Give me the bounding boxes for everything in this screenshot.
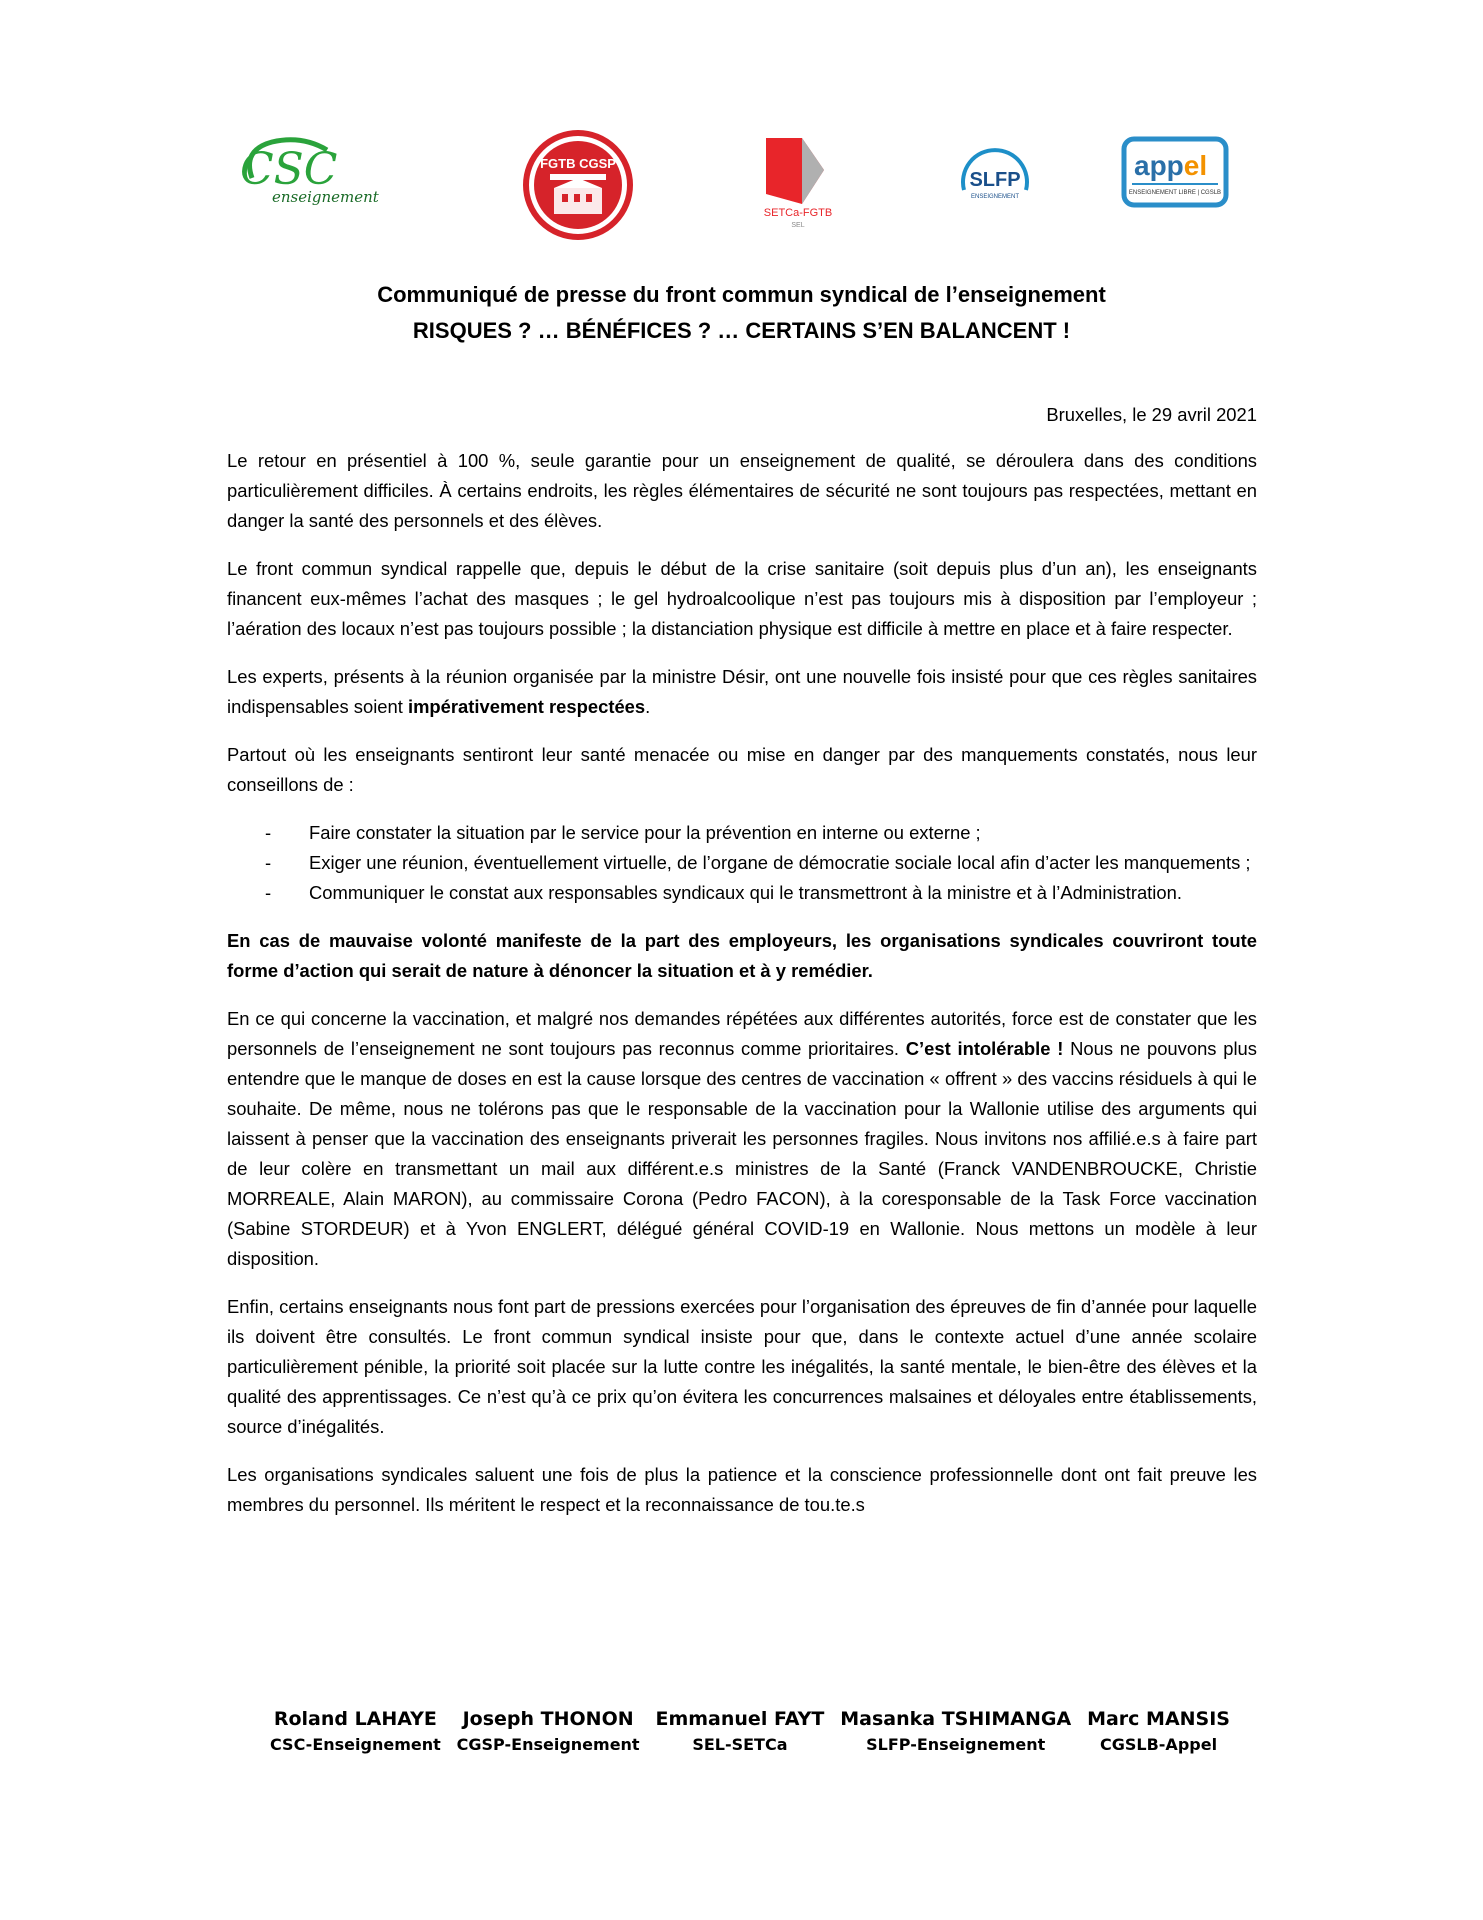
appel-logo-sub: ENSEIGNEMENT LIBRE | CGSLB <box>1128 190 1222 196</box>
list-item-text: Exiger une réunion, éventuellement virtuelle, de l’organe de démocratie sociale local afin d’acter les manquements ; <box>309 852 1251 873</box>
fgtb-cgsp-logo <box>516 130 641 240</box>
logos-row <box>0 130 1483 240</box>
list-marker: - <box>265 822 272 843</box>
signatory-organisation: SLFP-Enseignement <box>866 1735 1046 1754</box>
signature-block <box>840 1705 1071 1757</box>
signatory-name: Masanka TSHIMANGA <box>840 1708 1072 1730</box>
appel-logo-text-a: app <box>1134 150 1184 181</box>
paragraph-6-end: Nous ne pouvons plus entendre que le manque de doses en est la cause lorsque des centres de vaccination « offrent » des vaccins résiduels à qui le souhaite. De même, nous ne tolérons pas que le responsable de la vaccination pour la Wallonie utilise des arguments qui laissent à penser que la vaccination des enseignants priverait les personnes fragiles. Nous invitons nos affilié.e.s à faire part de leur colère en transmettant un mail aux différent.e.s ministres de la Santé (Franck VANDENBROUCKE, Christie MORREALE, Alain MARON), au commissaire Corona (Pedro FACON), à la coresponsable de la Task Force vaccination (Sabine STORDEUR) et à Yvon ENGLERT, délégué général COVID-19 en Wallonie. Nous mettons un modèle à leur disposition. <box>227 1038 1257 1269</box>
paragraph-6-emphasis: C’est intolérable ! <box>905 1038 1064 1059</box>
paragraph-3-end: . <box>645 696 651 717</box>
paragraph-5: En cas de mauvaise volonté manifeste de la part des employeurs, les organisations syndicales couvriront toute forme d’action qui serait de nature à dénoncer la situation et à y remédier. <box>227 930 1257 981</box>
dateline: Bruxelles, le 29 avril 2021 <box>1046 404 1257 425</box>
paragraph-6 <box>227 1004 1257 1274</box>
csc-logo-text: CSC <box>240 144 338 195</box>
list-item <box>227 848 1257 878</box>
paragraph-3-emphasis: impérativement respectées <box>407 696 646 717</box>
paragraph-7: Enfin, certains enseignants nous font part de pressions exercées pour l’organisation des épreuves de fin d’année pour laquelle ils doivent être consultés. Le front commun syndical insiste pour que, dans le contexte actuel d’une année scolaire particulièrement pénible, la priorité soit placée sur la lutte contre les inégalités, la santé mentale, le bien-être des élèves et la qualité des apprentissages. Ce n’est qu’à ce prix qu’on évitera les concurrences malsaines et déloyales entre établissements, source d’inégalités. <box>227 1296 1257 1437</box>
setca-fgtb-logo <box>752 130 852 230</box>
appel-logo-text-b: el <box>1183 150 1208 181</box>
title-line-2: RISQUES ? … BÉNÉFICES ? … CERTAINS S’EN BALANCENT ! <box>412 318 1071 343</box>
paragraph-3 <box>227 662 1257 722</box>
list-marker: - <box>265 852 272 873</box>
fgtb-logo-text: FGTB CGSP <box>540 156 616 171</box>
list-marker: - <box>265 882 272 903</box>
slfp-logo-sub: ENSEIGNEMENT <box>970 194 1020 200</box>
list-item <box>227 818 1257 848</box>
signatory-organisation: SEL-SETCa <box>692 1735 788 1754</box>
signatory-organisation: CGSP-Enseignement <box>456 1735 640 1754</box>
list-item-text: Faire constater la situation par le service pour la prévention en interne ou externe ; <box>309 822 981 843</box>
signatory-name: Roland LAHAYE <box>273 1708 437 1730</box>
appel-logo <box>1120 135 1230 210</box>
signature-block <box>457 1705 640 1757</box>
csc-enseignement-logo <box>232 130 392 210</box>
setca-logo-sub: SEL <box>791 222 805 229</box>
setca-logo-text: SETCa-FGTB <box>763 207 833 219</box>
signatures <box>270 1705 1230 1757</box>
svg-text:appel <box>1134 150 1207 181</box>
signatory-name: Emmanuel FAYT <box>655 1708 825 1730</box>
signatory-name: Marc MANSIS <box>1087 1708 1230 1730</box>
paragraph-6-text: En ce qui concerne la vaccination, et malgré nos demandes répétées aux différentes autorités, force est de constater que les personnels de l’enseignement ne sont toujours pas reconnus comme prioritaires. <box>227 1008 1257 1059</box>
signature-block <box>1087 1705 1230 1757</box>
document-body <box>227 400 1257 1538</box>
slfp-logo <box>950 140 1040 210</box>
signatory-organisation: CGSLB-Appel <box>1100 1735 1218 1754</box>
paragraph-8: Les organisations syndicales saluent une fois de plus la patience et la conscience professionnelle dont ont fait preuve les membres du personnel. Ils méritent le respect et la reconnaissance de tou.te.s <box>227 1464 1257 1515</box>
document-title <box>0 277 1483 349</box>
csc-logo-sub: enseignement <box>272 188 379 206</box>
paragraph-3-text: Les experts, présents à la réunion organisée par la ministre Désir, ont une nouvelle fois insisté pour que ces règles sanitaires indispensables soient <box>227 666 1257 717</box>
list-item <box>227 878 1257 908</box>
paragraph-4: Partout où les enseignants sentiront leur santé menacée ou mise en danger par des manquements constatés, nous leur conseillons de : <box>227 744 1257 795</box>
signatory-name: Joseph THONON <box>462 1708 634 1730</box>
signature-block <box>270 1705 441 1757</box>
slfp-logo-text: SLFP <box>969 169 1021 191</box>
recommendations-list <box>227 818 1257 908</box>
title-line-1: Communiqué de presse du front commun syndical de l’enseignement <box>377 282 1106 307</box>
paragraph-1: Le retour en présentiel à 100 %, seule garantie pour un enseignement de qualité, se déroulera dans des conditions particulièrement difficiles. À certains endroits, les règles élémentaires de sécurité ne sont toujours pas respectées, mettant en danger la santé des personnels et des élèves. <box>227 450 1257 531</box>
signatory-organisation: CSC-Enseignement <box>270 1735 441 1754</box>
paragraph-2: Le front commun syndical rappelle que, depuis le début de la crise sanitaire (soit depuis plus d’un an), les enseignants financent eux-mêmes l’achat des masques ; le gel hydroalcoolique n’est pas toujours mis à disposition par l’employeur ; l’aération des locaux n’est pas toujours possible ; la distanciation physique est difficile à mettre en place et à faire respecter. <box>227 558 1257 639</box>
list-item-text: Communiquer le constat aux responsables syndicaux qui le transmettront à la ministre et à l’Administration. <box>309 882 1182 903</box>
signature-block <box>655 1705 824 1757</box>
